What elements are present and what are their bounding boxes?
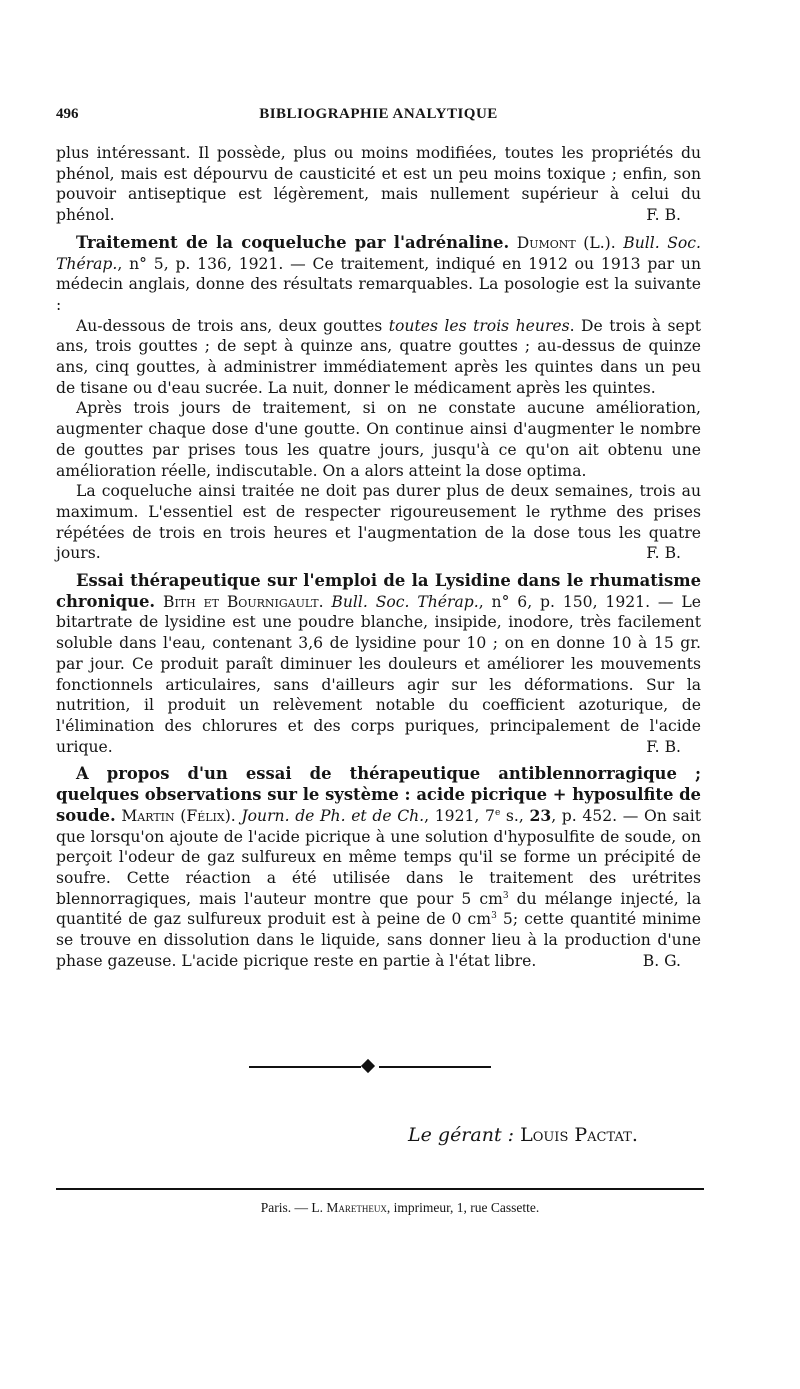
article-1-para-1-rest: . De trois à sept ans, trois gouttes ; de sept à quinze ans, quatre gouttes ; au-dessus de quinze ans, cinq gouttes, à administrer immédiatement après les quintes dans un peu de tisane ou d'eau sucrée. La nuit, donner le médicament après les quintes. <box>56 316 702 397</box>
article-1-paragraph <box>56 481 701 564</box>
article-1-signature: F. B. <box>646 544 681 563</box>
article-1-paragraph <box>56 398 701 481</box>
article-3-citation-d: du mélange injecté, la quantité de gaz sulfureux produit est à peine de 0 cm <box>56 889 702 929</box>
ornament-rule-right <box>379 1066 491 1068</box>
article-3-author: Martin (Félix). <box>121 806 236 825</box>
ornament-diamond-icon <box>361 1059 375 1073</box>
article-3-citation-sup: e <box>494 807 501 818</box>
article-3-volume: 23 <box>529 805 552 825</box>
intro-paragraph <box>56 143 701 226</box>
gerant-line <box>408 1124 638 1146</box>
article-1-journal: Bull. Soc. Thérap. <box>56 233 701 273</box>
end-ornament <box>249 1057 491 1077</box>
article-1-title: Traitement de la coqueluche par l'adrénaline. <box>76 232 510 252</box>
article-3-citation-c: , p. 452. — On sait que lorsqu'on ajoute de l'acide picrique à une solution d'hyposulfite de soude, on perçoit l'odeur de gaz sulfureux en même temps qu'il se forme un précipité de soufre. Cette réaction a été utilisée dans le traitement des urétrites blennorragiques, mais l'auteur montre que pour 5 cm <box>56 806 702 908</box>
article-3-cube-sup-2: 3 <box>491 911 497 922</box>
article-2-title: Essai thérapeutique sur l'emploi de la Lysidine dans le rhumatisme chronique. <box>56 571 701 611</box>
footer-rule <box>56 1188 704 1190</box>
article-1-para-3-text: La coqueluche ainsi traitée ne doit pas durer plus de deux semaines, trois au maximum. L'essentiel est de respecter rigoureusement le rythme des prises répétées de trois en trois heures et l'augmentation de la dose tous les quatre jours. <box>56 482 701 563</box>
article-1-paragraph <box>56 316 701 399</box>
article-1-para-2-text: Après trois jours de traitement, si on ne constate aucune amélioration, augmenter chaque dose d'une goutte. On continue ainsi d'augmenter le nombre de gouttes par prises tous les quatre jours, jusqu'à ce qu'on ait obtenu une amélioration réelle, indiscutable. On a alors atteint la dose optima. <box>56 399 701 480</box>
page-number: 496 <box>56 106 79 122</box>
article-3-citation-e: 5; cette quantité minime se trouve en dissolution dans le liquide, sans donner lieu à la production d'une phase gazeuse. L'acide picrique reste en partie à l'état libre. <box>56 910 701 970</box>
article-2-citation: , n° 6, p. 150, 1921. — Le bitartrate de lysidine est une poudre blanche, insipide, inodore, très facilement soluble dans l'eau, contenant 3,6 de lysidine pour 10 ; on en donne 10 à 15 gr. par jour. Ce produit paraît diminuer les douleurs et améliorer les mouvements fonctionnels articulaires, sans d'ailleurs agir sur les déformations. Sur la nutrition, il produit un relèvement notable du coefficient azoturique, de l'élimination des chlorures et des corps puriques, principalement de l'acide urique. <box>56 592 701 756</box>
article-2-signature: F. B. <box>646 737 681 756</box>
article-1-entry <box>56 233 701 316</box>
article-1-para-1-text: Au-dessous de trois ans, deux gouttes <box>76 316 389 335</box>
ornament-rule-left <box>249 1066 361 1068</box>
page-body <box>56 143 701 971</box>
article-2-author: Bith et Bournigault. <box>163 592 324 611</box>
gerant-label: Le gérant : <box>408 1124 515 1146</box>
article-2-entry <box>56 571 701 757</box>
imprint-printer-name: Maretheux <box>326 1200 387 1215</box>
printer-imprint <box>0 1200 800 1216</box>
imprint-address: , imprimeur, 1, rue Cassette. <box>386 1200 540 1215</box>
article-2-journal: Bull. Soc. Thérap. <box>331 592 479 611</box>
intro-text: plus intéressant. Il possède, plus ou moins modifiées, toutes les propriétés du phénol, mais est dépourvu de causticité et est un peu moins toxique ; enfin, son pouvoir antiseptique est légèrement, mais nullement supérieur à celui du phénol. <box>56 144 701 225</box>
article-3-citation-a: , 1921, 7 <box>424 806 495 825</box>
article-3-entry <box>56 764 701 971</box>
gerant-name: Louis Pactat. <box>520 1124 638 1146</box>
article-3-signature: B. G. <box>642 951 681 970</box>
intro-signature: F. B. <box>646 206 681 225</box>
article-1-para-1-emphasis: toutes les trois heures <box>388 316 570 335</box>
article-3-journal: Journ. de Ph. et de Ch. <box>241 806 425 825</box>
article-3-citation-b: s., <box>500 806 530 825</box>
article-3-title: A propos d'un essai de thérapeutique antiblennorragique ; quelques observations sur le système : acide picrique + hyposulfite de soude. <box>56 764 701 825</box>
article-3-cube-sup: 3 <box>502 890 509 901</box>
imprint-city: Paris. — L. <box>260 1200 327 1215</box>
running-header <box>56 106 701 128</box>
running-title: BIBLIOGRAPHIE ANALYTIQUE <box>259 106 498 122</box>
article-1-citation: , n° 5, p. 136, 1921. — Ce traitement, indiqué en 1912 ou 1913 par un médecin anglais, donne des résultats remarquables. La posologie est la suivante : <box>56 254 701 314</box>
article-1-author: Dumont (L.). <box>516 233 616 252</box>
